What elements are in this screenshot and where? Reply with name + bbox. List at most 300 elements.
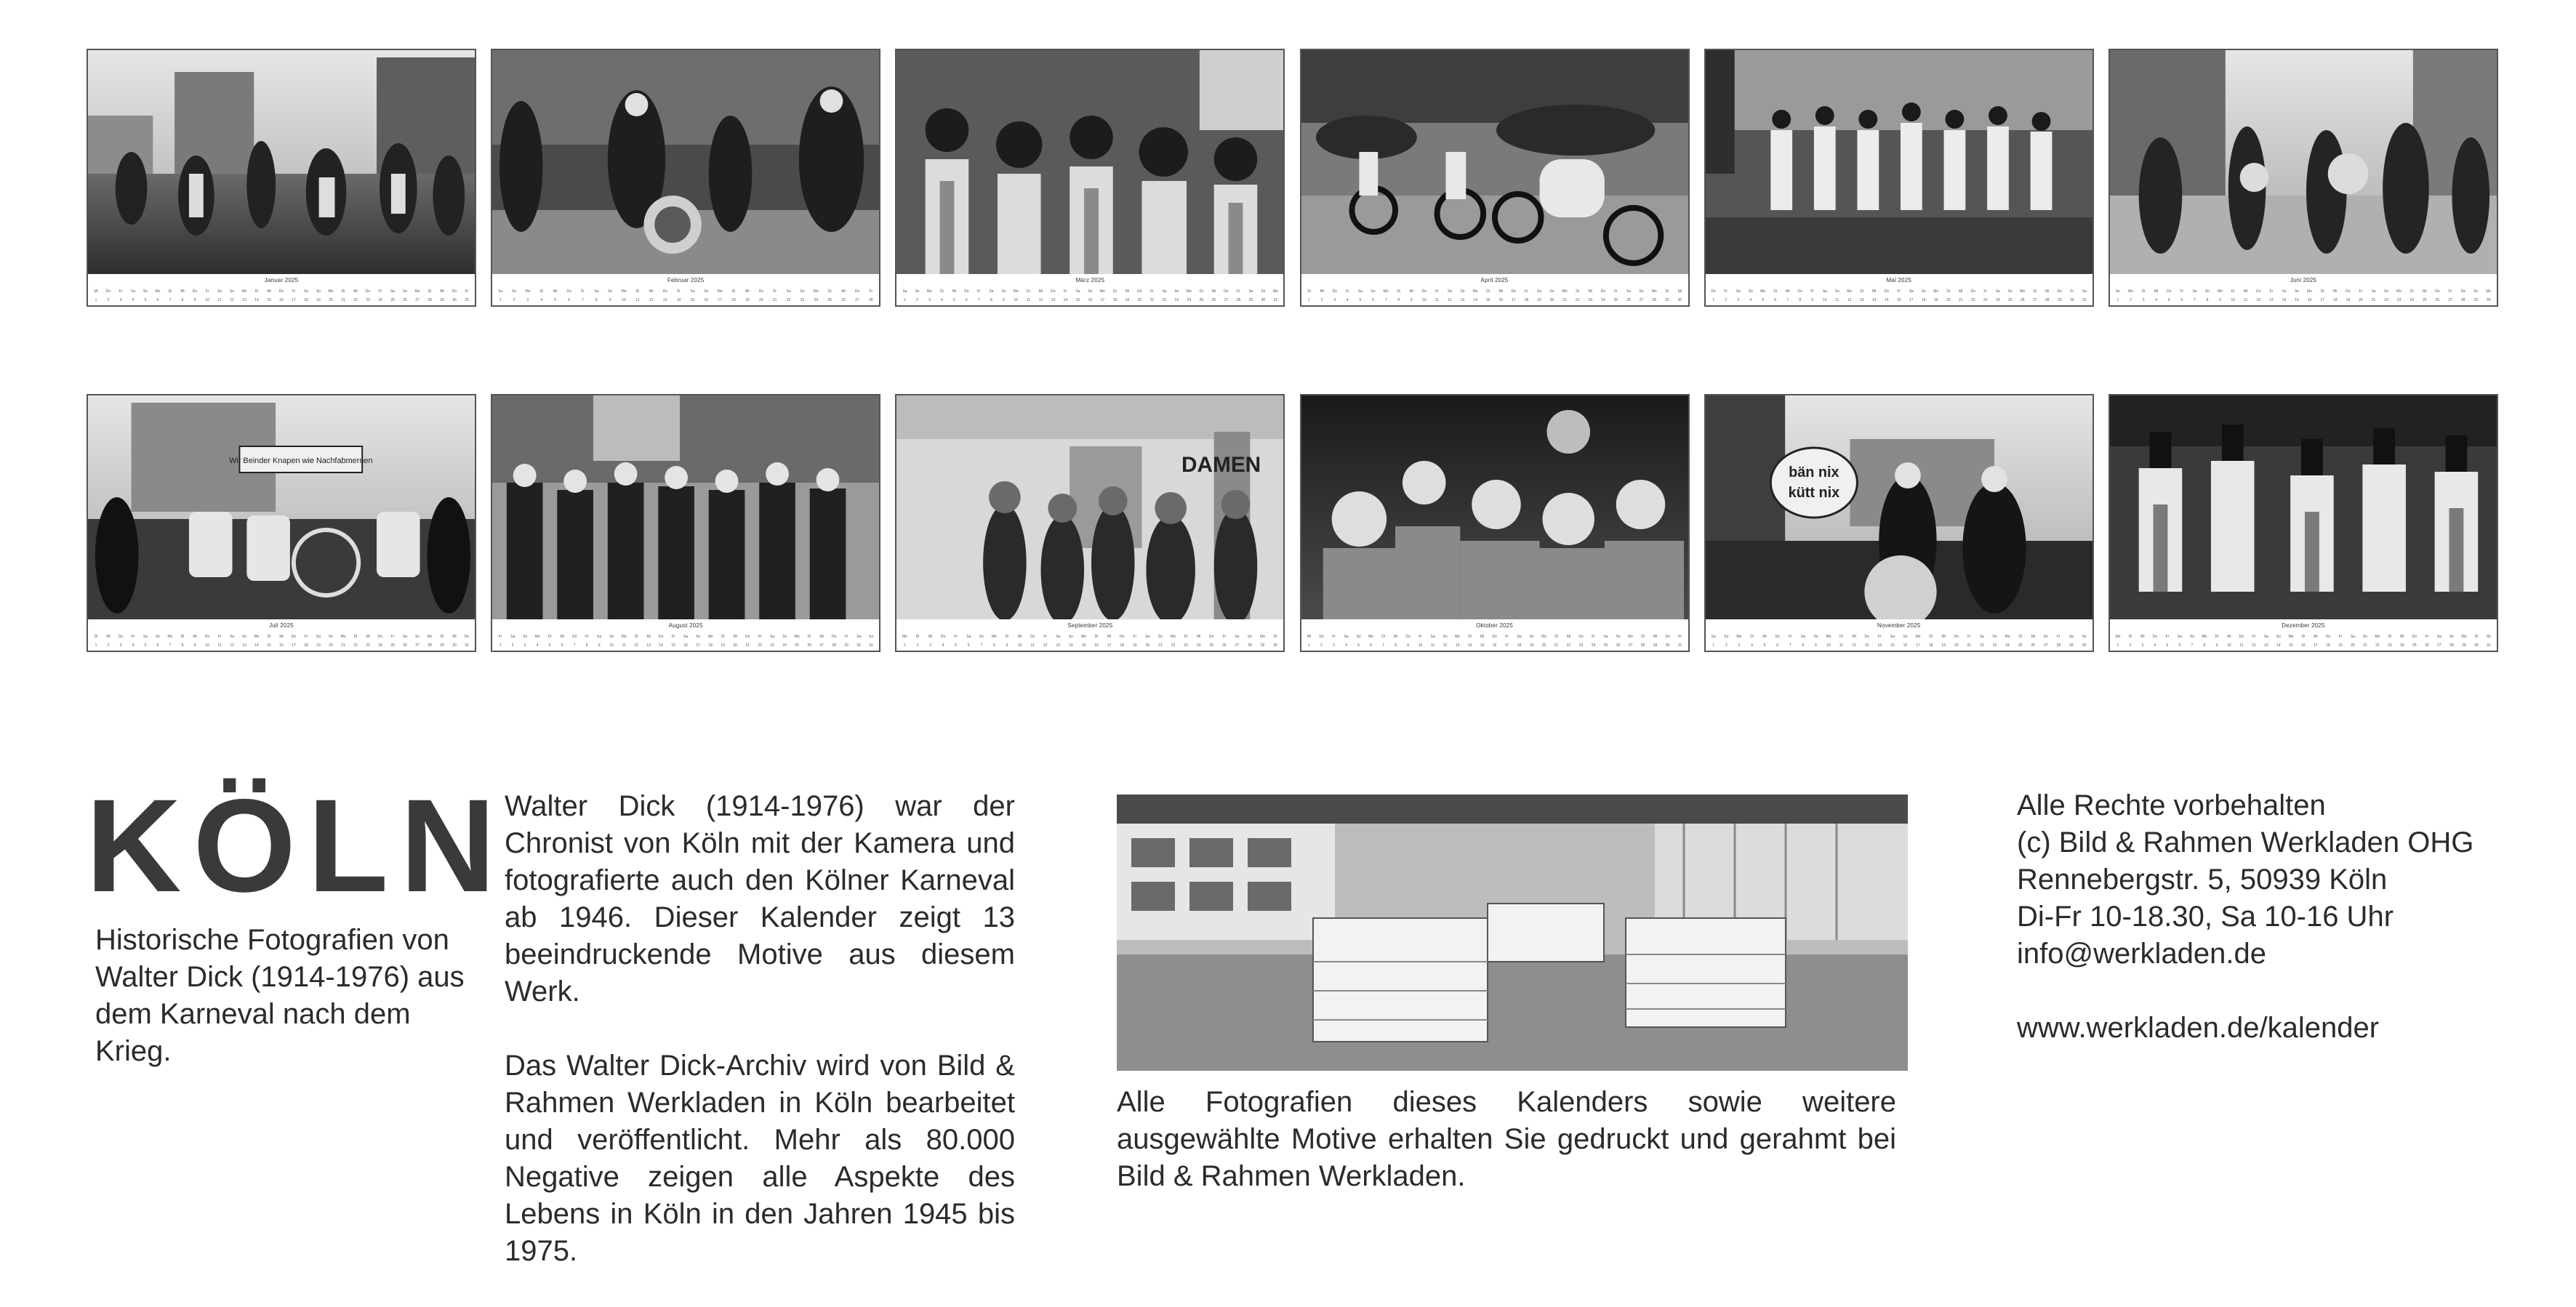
day-number: 20 — [1541, 643, 1546, 648]
day-number: 3 — [1737, 298, 1740, 302]
date-row — [896, 641, 1283, 649]
weekday-abbr: Fr — [131, 635, 135, 639]
weekday-abbr: Sa — [1711, 635, 1716, 639]
day-number: 29 — [1653, 643, 1658, 648]
day-number: 18 — [2326, 643, 2330, 648]
weekday-abbr: Mo — [1383, 289, 1389, 294]
weekday-abbr: Do — [1209, 635, 1214, 639]
day-number: 20 — [1954, 643, 1959, 648]
day-number: 31 — [465, 643, 469, 648]
weekday-abbr: Do — [452, 289, 457, 294]
weekday-abbr: Fr — [119, 289, 123, 294]
day-number: 5 — [554, 298, 557, 302]
weekday-abbr: Fr — [2056, 635, 2061, 639]
day-number: 2 — [1320, 643, 1323, 648]
day-number: 28 — [1248, 643, 1252, 648]
weekday-abbr: Do — [1051, 289, 1056, 294]
day-number: 14 — [254, 298, 259, 302]
weekday-abbr: Mi — [1017, 635, 1022, 639]
day-number: 23 — [366, 643, 370, 648]
day-number: 28 — [1652, 298, 1656, 302]
day-number: 3 — [526, 298, 529, 302]
day-number: 8 — [990, 298, 992, 302]
weekday-abbr: Mo — [2486, 289, 2492, 294]
baen-nix-carriage-photo — [1706, 395, 2093, 619]
day-number: 12 — [1847, 298, 1852, 302]
weekday-abbr: Mo — [1847, 289, 1853, 294]
weekday-abbr: Mo — [340, 635, 346, 639]
day-number: 4 — [1345, 643, 1347, 648]
date-row — [492, 296, 879, 304]
weekday-abbr: Do — [662, 289, 667, 294]
day-number: 4 — [1749, 298, 1752, 302]
day-number: 8 — [181, 298, 184, 302]
weekday-abbr: Fr — [292, 289, 296, 294]
weekday-abbr: So — [523, 635, 528, 639]
day-number: 13 — [242, 643, 246, 648]
weekday-abbr: Fr — [954, 635, 958, 639]
day-number: 7 — [2191, 643, 2194, 648]
day-number: 2 — [916, 643, 919, 648]
contact-block — [2017, 787, 2540, 1047]
day-number: 23 — [1983, 298, 1988, 302]
email-link[interactable]: info@werkladen.de — [2017, 938, 2267, 970]
weekday-abbr: So — [1174, 289, 1179, 294]
weekday-abbr: Mo — [167, 635, 173, 639]
weekday-abbr: Fr — [1064, 289, 1067, 294]
day-number: 18 — [1517, 643, 1522, 648]
weekday-abbr: Do — [1578, 635, 1584, 639]
weekday-abbr: Di — [440, 635, 444, 639]
weekday-abbr: Di — [915, 635, 920, 639]
day-number: 11 — [1430, 643, 1435, 648]
weekday-abbr: So — [2384, 289, 2389, 294]
day-number: 30 — [2486, 298, 2491, 302]
weekday-abbr: Do — [1711, 289, 1716, 294]
weekday-abbr: Di — [2215, 635, 2219, 639]
weekday-abbr: Mo — [1472, 289, 1478, 294]
day-number: 7 — [980, 643, 983, 648]
day-number: 20 — [1145, 643, 1150, 648]
weekday-abbr: Do — [2167, 289, 2172, 294]
day-number: 13 — [2269, 298, 2274, 302]
day-number: 11 — [2244, 298, 2248, 302]
month-photo — [2110, 395, 2497, 619]
day-number: 5 — [955, 643, 958, 648]
weekday-abbr: Mi — [2227, 635, 2231, 639]
month-panel — [87, 49, 476, 307]
day-number: 29 — [844, 643, 848, 648]
weekday-abbr: So — [2362, 635, 2367, 639]
day-number: 20 — [2351, 643, 2355, 648]
weekday-abbr: Fr — [217, 635, 222, 639]
weekday-abbr: Sa — [594, 289, 599, 294]
day-number: 29 — [440, 643, 444, 648]
day-number: 25 — [2412, 643, 2417, 648]
day-number: 10 — [2231, 298, 2235, 302]
weekday-abbr: Do — [758, 289, 764, 294]
weekday-abbr: Fr — [1237, 289, 1240, 294]
day-number: 21 — [1158, 643, 1163, 648]
day-number: 6 — [965, 298, 968, 302]
weekday-abbr: Mo — [1541, 635, 1547, 639]
weekday-abbr: Mi — [2400, 635, 2404, 639]
weekday-abbr: Mi — [440, 289, 444, 294]
day-number: 4 — [2155, 298, 2158, 302]
day-number: 14 — [1467, 643, 1472, 648]
weekday-abbr: Sa — [2177, 635, 2182, 639]
day-number: 3 — [1333, 298, 1336, 302]
weekday-abbr: Di — [1381, 635, 1385, 639]
group-cheering-photo — [492, 395, 879, 619]
weekday-abbr: Sa — [2371, 289, 2376, 294]
weekday-abbr: Di — [2231, 289, 2235, 294]
day-number: 9 — [1006, 643, 1008, 648]
weekday-abbr: Fr — [1525, 289, 1528, 294]
weekday-abbr: Do — [831, 635, 837, 639]
weekday-abbr: Fr — [1133, 635, 1137, 639]
day-number: 10 — [205, 643, 209, 648]
day-number: 6 — [2178, 643, 2181, 648]
weekday-abbr: Fr — [2180, 289, 2184, 294]
day-number: 18 — [708, 643, 713, 648]
weekday-abbr: Do — [2152, 635, 2158, 639]
weekday-abbr: Fr — [1419, 635, 1422, 639]
day-number: 18 — [731, 298, 736, 302]
weekday-abbr: Di — [2141, 289, 2146, 294]
day-number: 30 — [1273, 643, 1277, 648]
weekday-abbr: Di — [635, 289, 640, 294]
day-number: 3 — [928, 298, 931, 302]
weekday-abbr: So — [1068, 635, 1073, 639]
day-number: 21 — [1958, 298, 1963, 302]
weekday-abbr: Mi — [2045, 289, 2050, 294]
day-number: 26 — [1211, 298, 1216, 302]
weekday-abbr: Fr — [2165, 635, 2170, 639]
weekday-abbr: Sa — [316, 635, 321, 639]
weekday-abbr: Do — [1511, 289, 1517, 294]
weekday-abbr: Mi — [279, 635, 284, 639]
day-number: 31 — [1677, 643, 1682, 648]
day-number: 24 — [378, 298, 382, 302]
day-number: 12 — [1443, 643, 1448, 648]
day-number: 27 — [1628, 643, 1633, 648]
day-number: 4 — [536, 643, 539, 648]
day-number: 29 — [440, 298, 444, 302]
weekday-abbr: Sa — [1995, 289, 2000, 294]
weekday-abbr: Mo — [254, 635, 260, 639]
weekday-abbr: So — [414, 635, 420, 639]
day-number: 26 — [2425, 643, 2429, 648]
weekday-abbr: Mi — [180, 289, 185, 294]
weekday-abbr: Fr — [869, 289, 873, 294]
day-number: 4 — [2154, 643, 2156, 648]
weekday-abbr: Do — [1884, 289, 1889, 294]
weekday-abbr: Fr — [2425, 635, 2429, 639]
day-number: 17 — [292, 643, 296, 648]
day-number: 21 — [745, 643, 750, 648]
weekday-abbr: Fr — [304, 635, 308, 639]
month-panel — [2108, 49, 2498, 307]
weekday-abbr: Mi — [2031, 635, 2035, 639]
day-number: 18 — [1120, 643, 1124, 648]
day-number: 3 — [523, 643, 526, 648]
weekday-abbr: So — [1616, 635, 1621, 639]
weekday-abbr: Mo — [1933, 289, 1939, 294]
month-label: Januar 2025 — [264, 277, 299, 283]
website-link[interactable]: www.werkladen.de/kalender — [2017, 1012, 2380, 1044]
weekday-abbr: So — [979, 635, 984, 639]
day-number: 5 — [144, 298, 147, 302]
weekday-abbr: Mo — [2396, 289, 2402, 294]
weekday-abbr: Fr — [2338, 635, 2343, 639]
weekday-abbr: Sa — [303, 289, 309, 294]
day-number: 2 — [1725, 298, 1728, 302]
day-number: 1 — [1308, 643, 1310, 648]
weekday-abbr: Sa — [770, 635, 775, 639]
day-number: 13 — [646, 643, 651, 648]
day-number: 29 — [2069, 643, 2074, 648]
day-number: 12 — [2252, 643, 2256, 648]
weekday-abbr: Do — [1332, 289, 1337, 294]
day-number: 2 — [2129, 643, 2132, 648]
day-number: 24 — [378, 643, 382, 648]
weekday-abbr: Do — [1120, 635, 1125, 639]
weekday-abbr: Sa — [1344, 635, 1349, 639]
day-number: 23 — [2388, 643, 2392, 648]
day-number: 16 — [279, 298, 284, 302]
day-number: 4 — [540, 298, 543, 302]
weekday-abbr: Do — [658, 635, 664, 639]
day-number: 5 — [1357, 643, 1360, 648]
weekday-abbr: Mo — [2128, 289, 2133, 294]
weekday-abbr: Mi — [2333, 289, 2338, 294]
weekday-abbr: Fr — [1724, 289, 1728, 294]
weekday-abbr: So — [229, 289, 235, 294]
day-number: 8 — [595, 298, 598, 302]
day-number: 4 — [940, 298, 943, 302]
day-number: 30 — [452, 643, 457, 648]
day-number: 26 — [841, 298, 846, 302]
weekday-abbr: Mi — [1480, 635, 1485, 639]
day-number: 22 — [2384, 298, 2388, 302]
day-number: 21 — [1562, 298, 1567, 302]
weekday-abbr: Mi — [1197, 635, 1201, 639]
day-number: 28 — [1236, 298, 1241, 302]
weekday-abbr: Do — [1954, 635, 1959, 639]
day-number: 20 — [329, 643, 333, 648]
day-number: 22 — [1171, 643, 1176, 648]
weekday-abbr: Di — [94, 635, 98, 639]
weekday-abbr: Sa — [1603, 635, 1608, 639]
weekday-abbr: Sa — [2069, 635, 2074, 639]
day-number: 19 — [1933, 298, 1938, 302]
sign-text-bottom: kütt nix — [1788, 484, 1839, 502]
weekday-abbr: Do — [1970, 289, 1975, 294]
weekday-abbr: So — [1261, 289, 1266, 294]
day-number: 30 — [2082, 643, 2087, 648]
weekday-abbr: Fr — [773, 289, 777, 294]
weekday-abbr: Fr — [758, 635, 762, 639]
weekday-abbr: Do — [2325, 635, 2331, 639]
weekday-abbr: Mo — [2307, 289, 2313, 294]
day-number: 7 — [2194, 298, 2196, 302]
weekday-abbr: Di — [1397, 289, 1400, 294]
day-number: 18 — [1524, 298, 1529, 302]
weekday-abbr: Do — [1600, 289, 1606, 294]
day-number: 10 — [205, 298, 209, 302]
weekday-abbr: Mi — [106, 635, 111, 639]
day-number: 23 — [2396, 298, 2402, 302]
day-number: 24 — [814, 298, 819, 302]
weekday-abbr: Sa — [229, 635, 235, 639]
day-number: 6 — [156, 298, 159, 302]
weekday-abbr: Di — [1468, 635, 1472, 639]
weekday-abbr: Sa — [2436, 635, 2441, 639]
weekday-abbr: Di — [1027, 289, 1030, 294]
day-number: 29 — [2057, 298, 2062, 302]
weekday-abbr: Sa — [1145, 635, 1150, 639]
day-number: 13 — [1051, 298, 1056, 302]
day-number: 25 — [1613, 298, 1618, 302]
weekday-abbr: Mo — [1455, 635, 1461, 639]
weekday-abbr: Di — [168, 289, 172, 294]
month-panel — [87, 394, 476, 652]
weekday-abbr: Di — [634, 635, 638, 639]
weekday-abbr: Do — [1665, 635, 1670, 639]
day-number: 9 — [598, 643, 601, 648]
weekday-abbr: Fr — [1810, 289, 1815, 294]
weekday-abbr: Di — [1773, 289, 1778, 294]
day-number: 25 — [2423, 298, 2427, 302]
day-number: 21 — [772, 298, 777, 302]
weekday-abbr: Sa — [1822, 289, 1827, 294]
weekday-abbr: Do — [1492, 635, 1497, 639]
weekday-abbr: Di — [353, 635, 358, 639]
day-number: 20 — [733, 643, 737, 648]
weekday-abbr: Mo — [427, 635, 433, 639]
day-number: 30 — [856, 643, 861, 648]
month-photo — [88, 395, 475, 619]
weekday-abbr: Fr — [1967, 635, 1971, 639]
weekday-abbr: Di — [1486, 289, 1490, 294]
day-number: 25 — [2018, 643, 2023, 648]
weekday-abbr: Sa — [402, 635, 408, 639]
day-number: 9 — [1814, 643, 1817, 648]
weekday-abbr: Mi — [452, 635, 457, 639]
month-photo — [896, 395, 1283, 619]
day-number: 16 — [1498, 298, 1504, 302]
weekday-abbr: Mi — [366, 635, 370, 639]
weekday-abbr: Mi — [560, 635, 564, 639]
day-number: 14 — [1871, 298, 1877, 302]
day-number: 1 — [2116, 643, 2119, 648]
weekday-abbr: Di — [1005, 635, 1009, 639]
day-number: 16 — [704, 298, 709, 302]
day-number: 30 — [2069, 298, 2074, 302]
weekday-abbr: Mo — [1080, 635, 1086, 639]
day-number: 16 — [1903, 643, 1908, 648]
weekday-abbr: Do — [192, 289, 198, 294]
day-number: 22 — [758, 643, 762, 648]
day-number: 17 — [292, 298, 296, 302]
day-number: 10 — [622, 298, 626, 302]
day-number: 26 — [1222, 643, 1227, 648]
day-number: 10 — [2227, 643, 2231, 648]
weekday-abbr: Di — [547, 635, 552, 639]
weekday-abbr: Mi — [2423, 289, 2427, 294]
weekday-abbr: Mi — [1852, 635, 1856, 639]
weekday-abbr: Mi — [94, 289, 98, 294]
day-number: 30 — [1665, 643, 1670, 648]
day-number: 26 — [1616, 643, 1621, 648]
weekday-abbr: Mi — [267, 289, 271, 294]
weekday-abbr: Mi — [2154, 289, 2159, 294]
day-number: 6 — [2180, 298, 2183, 302]
weekday-abbr: So — [1921, 289, 1926, 294]
weekday-abbr: So — [1529, 635, 1534, 639]
weekday-abbr: Sa — [1979, 635, 1984, 639]
weekday-row — [1706, 632, 2093, 641]
day-number: 10 — [1418, 643, 1423, 648]
day-number: 3 — [1738, 643, 1741, 648]
date-row — [2110, 296, 2497, 304]
subtitle-text: Historische Fotografien von Walter Dick (1914-1976) aus dem Karneval nach dem Krieg. — [95, 924, 465, 1067]
weekday-abbr: Di — [2474, 635, 2479, 639]
weekday-abbr: Mo — [534, 635, 540, 639]
day-number: 27 — [2437, 643, 2441, 648]
day-number: 20 — [759, 298, 763, 302]
day-number: 5 — [548, 643, 551, 648]
day-number: 27 — [415, 643, 420, 648]
month-panel — [491, 394, 880, 652]
day-number: 9 — [1407, 643, 1409, 648]
day-number: 23 — [1184, 643, 1188, 648]
month-photo — [1301, 395, 1688, 619]
day-number: 18 — [1928, 643, 1933, 648]
day-number: 5 — [952, 298, 955, 302]
weekday-abbr: Mo — [328, 289, 334, 294]
weekday-abbr: Mi — [1588, 289, 1592, 294]
day-number: 4 — [132, 643, 135, 648]
weekday-abbr: Di — [539, 289, 544, 294]
day-number: 7 — [169, 643, 172, 648]
month-label: November 2025 — [1877, 622, 1921, 629]
day-number: 11 — [1435, 298, 1439, 302]
day-number: 19 — [745, 298, 750, 302]
weekday-abbr: Do — [1775, 635, 1780, 639]
day-number: 1 — [1712, 643, 1715, 648]
day-number: 12 — [1852, 643, 1856, 648]
weekday-abbr: So — [1371, 289, 1376, 294]
day-number: 22 — [1566, 643, 1571, 648]
weekday-abbr: Mi — [745, 289, 750, 294]
bio-paragraph-1: Walter Dick (1914-1976) war der Chronist von Köln mit der Kamera und fotografierte auch den Kölner Karneval ab 1946. Dieser Kalender zeigt 13 beeindruckende Motive aus diesem Werk. — [505, 790, 1015, 1008]
day-number: 30 — [1261, 298, 1266, 302]
weekday-abbr: Di — [2301, 635, 2306, 639]
day-number: 26 — [807, 643, 811, 648]
day-number: 15 — [1884, 298, 1889, 302]
day-number: 5 — [2166, 643, 2169, 648]
weekday-row — [492, 287, 879, 296]
day-number: 9 — [1002, 298, 1005, 302]
day-number: 28 — [2460, 298, 2465, 302]
day-number: 17 — [1909, 298, 1914, 302]
bio-paragraph-2: Das Walter Dick-Archiv wird von Bild & Rahmen Werkladen in Köln bearbeitet und veröffentlicht. Mehr als 80.000 Negative zeigen alle Aspekte des Lebens in Köln in den Jahren 1945 bis 1975. — [505, 1050, 1015, 1267]
day-number: 8 — [1395, 643, 1397, 648]
weekday-abbr: So — [1443, 635, 1448, 639]
day-number: 27 — [819, 643, 824, 648]
